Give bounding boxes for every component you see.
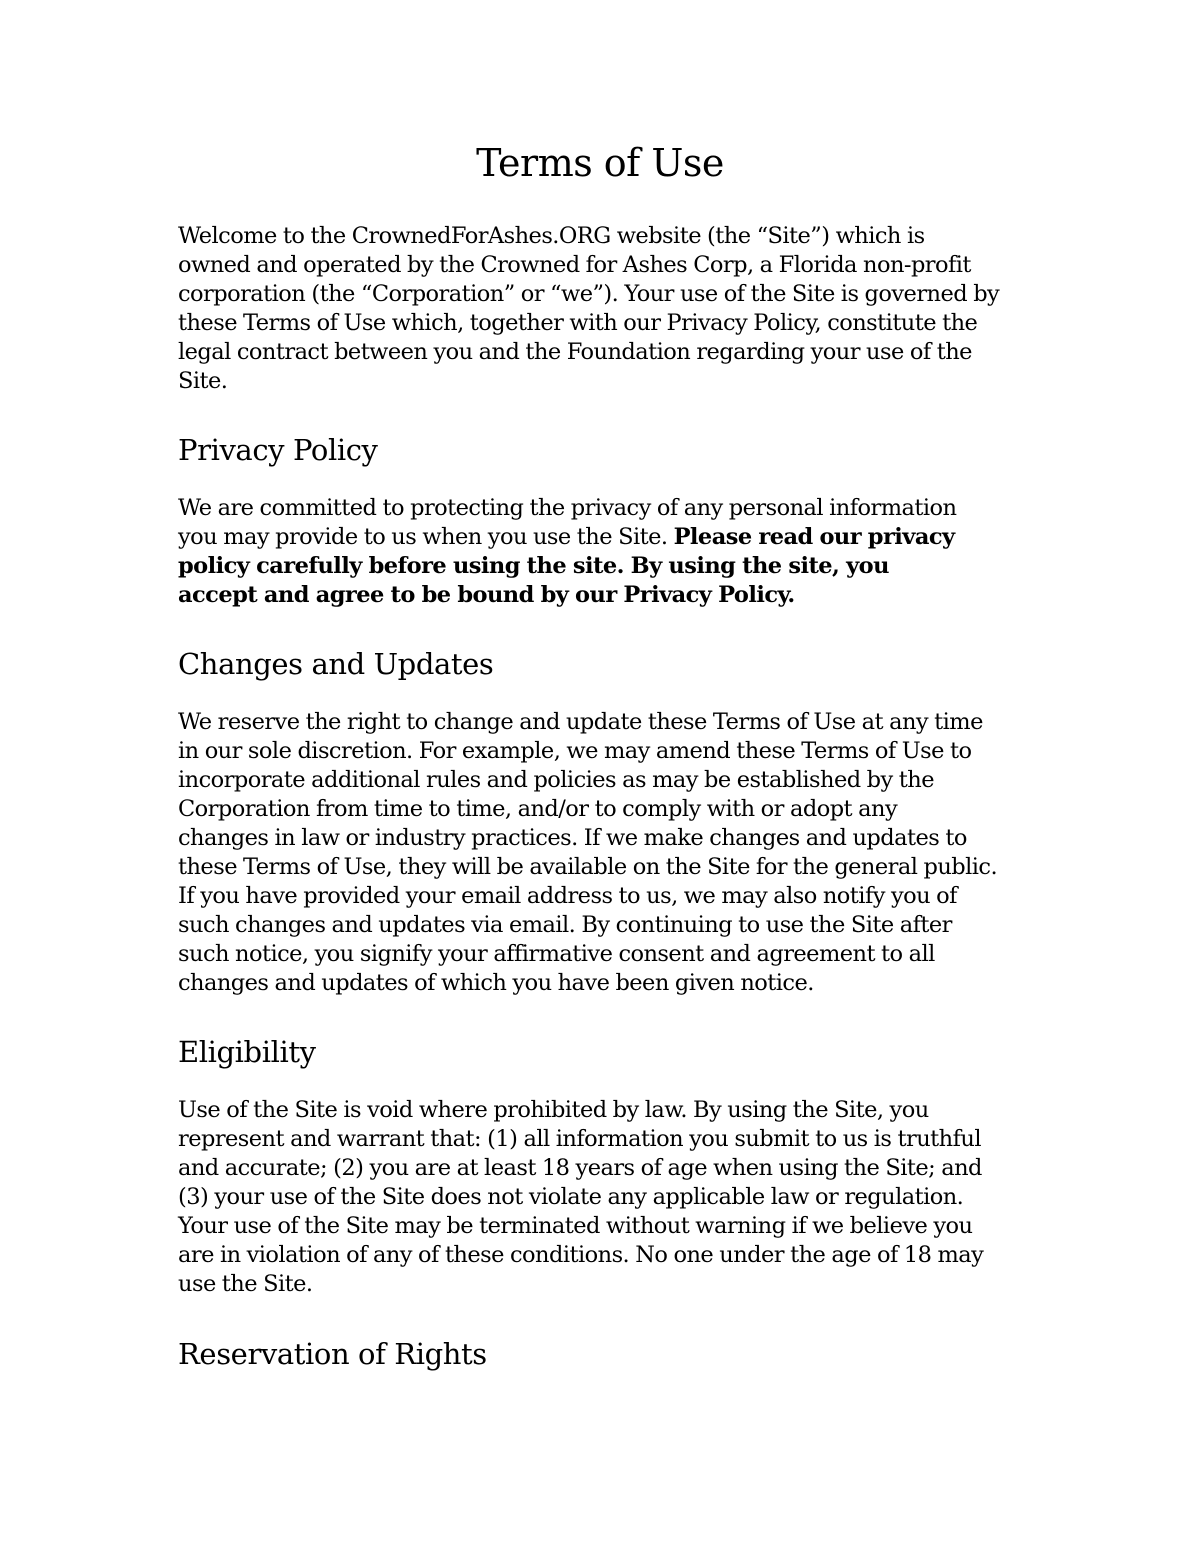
section-heading-eligibility: Eligibility [178, 1035, 316, 1069]
text-normal: you may provide to us when you use the Site. [178, 524, 674, 550]
text-line: changes and updates of which you have been given notice. [178, 970, 814, 996]
text-line: Corporation from time to time, and/or to comply with or adopt any [178, 796, 898, 822]
text-line: are in violation of any of these conditions. No one under the age of 18 may [178, 1242, 984, 1268]
text-line: these Terms of Use which, together with our Privacy Policy, constitute the [178, 310, 978, 336]
eligibility-paragraph [178, 1096, 1038, 1299]
text-line: corporation (the “Corporation” or “we”). Your use of the Site is governed by [178, 281, 1000, 307]
text-line: use the Site. [178, 1271, 313, 1297]
page-title: Terms of Use [476, 141, 724, 185]
text-bold: policy carefully before using the site. By using the site, you [178, 553, 889, 579]
text-bold: Please read our privacy [673, 524, 955, 550]
text-line: Use of the Site is void where prohibited by law. By using the Site, you [178, 1097, 929, 1123]
text-line [178, 581, 1038, 610]
section-heading-privacy-policy: Privacy Policy [178, 433, 378, 467]
text-line: incorporate additional rules and policies as may be established by the [178, 767, 934, 793]
text-line: represent and warrant that: (1) all information you submit to us is truthful [178, 1126, 981, 1152]
section-heading-reservation-of-rights: Reservation of Rights [178, 1337, 487, 1371]
text-line: changes in law or industry practices. If we make changes and updates to [178, 825, 967, 851]
text-line: such notice, you signify your affirmative consent and agreement to all [178, 941, 935, 967]
text-line: these Terms of Use, they will be available on the Site for the general public. [178, 854, 998, 880]
text-line: legal contract between you and the Foundation regarding your use of the [178, 339, 972, 365]
intro-paragraph [178, 222, 1038, 396]
text-line: (3) your use of the Site does not violate any applicable law or regulation. [178, 1184, 964, 1210]
text-line [178, 552, 1038, 581]
text-bold: accept and agree to be bound by our Privacy Policy. [178, 582, 795, 608]
text-line: Site. [178, 368, 228, 394]
text-line: in our sole discretion. For example, we may amend these Terms of Use to [178, 738, 972, 764]
changes-and-updates-paragraph [178, 708, 1038, 998]
text-line: such changes and updates via email. By continuing to use the Site after [178, 912, 952, 938]
text-line [178, 494, 1038, 523]
text-line [178, 523, 1038, 552]
text-line: We reserve the right to change and update these Terms of Use at any time [178, 709, 983, 735]
privacy-policy-paragraph [178, 494, 1038, 610]
section-heading-changes-and-updates: Changes and Updates [178, 647, 494, 681]
text-line: Welcome to the CrownedForAshes.ORG website (the “Site”) which is [178, 223, 925, 249]
text-line: and accurate; (2) you are at least 18 years of age when using the Site; and [178, 1155, 982, 1181]
text-line: If you have provided your email address to us, we may also notify you of [178, 883, 957, 909]
text-line: Your use of the Site may be terminated without warning if we believe you [178, 1213, 973, 1239]
text-normal: We are committed to protecting the privacy of any personal information [178, 495, 957, 521]
text-line: owned and operated by the Crowned for Ashes Corp, a Florida non-profit [178, 252, 971, 278]
